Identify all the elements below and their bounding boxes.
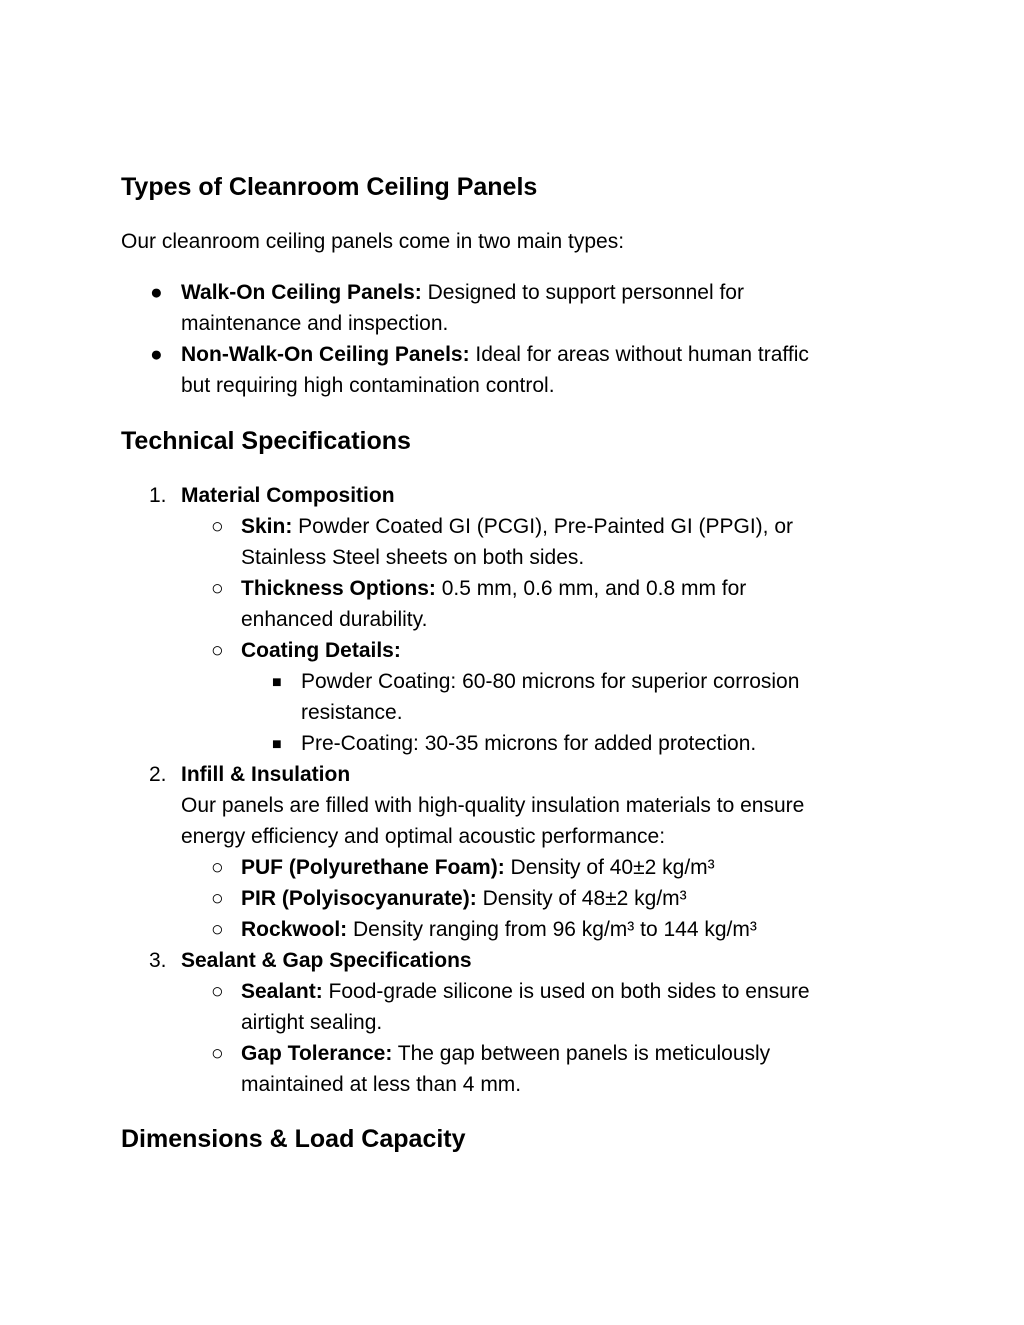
item-number: 1. bbox=[149, 484, 167, 507]
subitem-label: Coating Details: bbox=[241, 639, 401, 662]
item-text: Ideal for areas without human traffic bbox=[469, 343, 809, 366]
circle-marker: ○ bbox=[211, 639, 224, 662]
circle-marker: ○ bbox=[211, 1042, 224, 1065]
subitem-label: Sealant: bbox=[241, 980, 323, 1003]
circle-marker: ○ bbox=[211, 856, 224, 879]
subitem-text-cont: Stainless Steel sheets on both sides. bbox=[241, 546, 585, 569]
item-description-cont: energy efficiency and optimal acoustic performance: bbox=[181, 825, 666, 848]
circle-marker: ○ bbox=[211, 887, 224, 910]
subsubitem-text: Pre-Coating: 30-35 microns for added protection. bbox=[301, 732, 757, 755]
subitem-text-cont: enhanced durability. bbox=[241, 608, 428, 631]
subitem-label: Gap Tolerance: bbox=[241, 1042, 393, 1065]
subitem-label: Skin: bbox=[241, 515, 293, 538]
item-number: 2. bbox=[149, 763, 167, 786]
heading-types: Types of Cleanroom Ceiling Panels bbox=[121, 173, 538, 201]
circle-marker: ○ bbox=[211, 577, 224, 600]
heading-specs: Technical Specifications bbox=[121, 427, 411, 455]
item-title: Sealant & Gap Specifications bbox=[181, 949, 472, 972]
circle-marker: ○ bbox=[211, 918, 224, 941]
subitem-text: The gap between panels is meticulously bbox=[392, 1042, 771, 1065]
bullet-marker: ● bbox=[150, 281, 163, 304]
square-marker: ■ bbox=[272, 674, 282, 691]
item-label: Walk-On Ceiling Panels: bbox=[181, 281, 422, 304]
subitem-text-cont: airtight sealing. bbox=[241, 1011, 383, 1034]
subitem-text: Density of 40±2 kg/m³ bbox=[504, 856, 715, 879]
subitem-text: 0.5 mm, 0.6 mm, and 0.8 mm for bbox=[435, 577, 747, 600]
item-title: Infill & Insulation bbox=[181, 763, 351, 786]
item-text: Designed to support personnel for bbox=[421, 281, 744, 304]
circle-marker: ○ bbox=[211, 980, 224, 1003]
item-description: Our panels are filled with high-quality insulation materials to ensure bbox=[181, 794, 805, 817]
subitem-label: Rockwool: bbox=[241, 918, 348, 941]
square-marker: ■ bbox=[272, 736, 282, 753]
intro-paragraph: Our cleanroom ceiling panels come in two main types: bbox=[121, 230, 625, 253]
heading-dimensions: Dimensions & Load Capacity bbox=[121, 1125, 466, 1153]
item-number: 3. bbox=[149, 949, 167, 972]
circle-marker: ○ bbox=[211, 515, 224, 538]
item-label: Non-Walk-On Ceiling Panels: bbox=[181, 343, 470, 366]
subitem-text: Density ranging from 96 kg/m³ to 144 kg/m³ bbox=[347, 918, 757, 941]
subitem-label: PIR (Polyisocyanurate): bbox=[241, 887, 477, 910]
bullet-marker: ● bbox=[150, 343, 163, 366]
item-text-cont: maintenance and inspection. bbox=[181, 312, 449, 335]
subitem-text: Powder Coated GI (PCGI), Pre-Painted GI (PPGI), or bbox=[292, 515, 794, 538]
subitem-text: Food-grade silicone is used on both sides to ensure bbox=[322, 980, 810, 1003]
subsubitem-text-cont: resistance. bbox=[301, 701, 403, 724]
subitem-text: Density of 48±2 kg/m³ bbox=[476, 887, 687, 910]
subitem-label: Thickness Options: bbox=[241, 577, 436, 600]
subsubitem-text: Powder Coating: 60-80 microns for superior corrosion bbox=[301, 670, 800, 693]
item-title: Material Composition bbox=[181, 484, 395, 507]
subitem-text-cont: maintained at less than 4 mm. bbox=[241, 1073, 522, 1096]
item-text-cont: but requiring high contamination control. bbox=[181, 374, 555, 397]
subitem-label: PUF (Polyurethane Foam): bbox=[241, 856, 505, 879]
